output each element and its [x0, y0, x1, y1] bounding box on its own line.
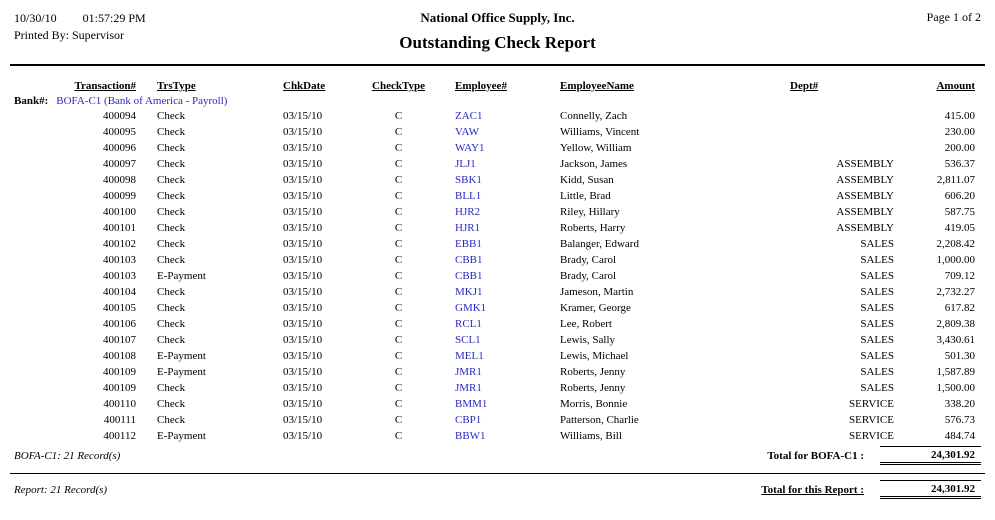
cell-amount: 501.30	[944, 350, 975, 362]
cell-checktype: C	[394, 398, 403, 410]
cell-trstype: Check	[157, 222, 186, 234]
cell-amount: 419.05	[944, 222, 975, 234]
printed-by: Printed By: Supervisor	[14, 28, 124, 42]
cell-trstype: Check	[157, 382, 186, 394]
cell-trstype: E-Payment	[157, 350, 206, 362]
cell-chkdate: 03/15/10	[283, 222, 323, 234]
cell-chkdate: 03/15/10	[283, 318, 323, 330]
cell-checktype: C	[394, 206, 403, 218]
cell-chkdate: 03/15/10	[283, 254, 323, 266]
report-total-amount: 24,301.92	[880, 480, 981, 499]
cell-employee-link[interactable]: BMM1	[455, 398, 488, 410]
table-row	[14, 220, 981, 236]
col-checktype: CheckType	[372, 80, 425, 92]
cell-employee-link[interactable]: EBB1	[455, 238, 482, 250]
cell-amount: 2,809.38	[936, 318, 975, 330]
cell-chkdate: 03/15/10	[283, 206, 323, 218]
cell-employee-name: Little, Brad	[560, 190, 611, 202]
bank-label: Bank#:	[14, 95, 49, 107]
report-title: Outstanding Check Report	[399, 33, 596, 52]
cell-employee-link[interactable]: CBP1	[455, 414, 482, 426]
cell-employee-name: Connelly, Zach	[560, 110, 628, 122]
cell-employee-name: Kidd, Susan	[560, 174, 614, 186]
cell-amount: 338.20	[944, 398, 975, 410]
cell-amount: 576.73	[944, 414, 975, 426]
cell-dept: ASSEMBLY	[836, 206, 894, 218]
cell-transaction: 400094	[103, 110, 136, 122]
cell-employee-name: Roberts, Jenny	[560, 382, 626, 394]
cell-employee-link[interactable]: HJR2	[455, 206, 481, 218]
cell-trstype: Check	[157, 318, 186, 330]
cell-trstype: Check	[157, 238, 186, 250]
cell-dept: SERVICE	[849, 430, 894, 442]
cell-transaction: 400108	[103, 350, 136, 362]
cell-employee-link[interactable]: CBB1	[455, 270, 483, 282]
cell-employee-link[interactable]: VAW	[455, 126, 479, 138]
cell-employee-name: Balanger, Edward	[560, 238, 639, 250]
report-record-count: Report: 21 Record(s)	[14, 483, 108, 496]
cell-trstype: Check	[157, 158, 186, 170]
cell-employee-name: Lee, Robert	[560, 318, 612, 330]
table-row	[14, 156, 981, 172]
table-row	[14, 140, 981, 156]
cell-trstype: Check	[157, 254, 186, 266]
bank-link[interactable]: BOFA-C1 (Bank of America - Payroll)	[56, 95, 228, 107]
cell-amount: 617.82	[944, 302, 975, 314]
cell-transaction: 400098	[103, 174, 136, 186]
header-divider	[10, 64, 985, 66]
cell-transaction: 400101	[103, 222, 136, 234]
table-row	[14, 348, 981, 364]
print-date: 10/30/10	[14, 11, 57, 25]
cell-checktype: C	[394, 270, 403, 282]
cell-employee-link[interactable]: BLL1	[455, 190, 482, 202]
table-row	[14, 364, 981, 380]
cell-employee-link[interactable]: MKJ1	[455, 286, 483, 298]
cell-employee-name: Brady, Carol	[560, 254, 617, 266]
cell-amount: 484.74	[944, 430, 975, 442]
bank-total-row	[14, 446, 981, 465]
table-row	[14, 284, 981, 300]
cell-trstype: Check	[157, 142, 186, 154]
table-row	[14, 252, 981, 268]
table-row	[14, 236, 981, 252]
cell-chkdate: 03/15/10	[283, 430, 323, 442]
cell-chkdate: 03/15/10	[283, 190, 323, 202]
table-row	[14, 268, 981, 284]
cell-transaction: 400099	[103, 190, 136, 202]
cell-dept: SALES	[860, 254, 894, 266]
col-employee-name: EmployeeName	[560, 80, 634, 92]
cell-transaction: 400097	[103, 158, 136, 170]
cell-dept: SALES	[860, 366, 894, 378]
table-row	[14, 204, 981, 220]
cell-checktype: C	[394, 318, 403, 330]
cell-trstype: E-Payment	[157, 270, 206, 282]
cell-checktype: C	[394, 254, 403, 266]
cell-dept: SERVICE	[849, 414, 894, 426]
cell-chkdate: 03/15/10	[283, 286, 323, 298]
cell-trstype: Check	[157, 174, 186, 186]
cell-checktype: C	[394, 110, 403, 122]
table-row	[14, 396, 981, 412]
cell-checktype: C	[394, 350, 403, 362]
cell-trstype: Check	[157, 190, 186, 202]
col-amount: Amount	[936, 80, 975, 92]
cell-chkdate: 03/15/10	[283, 398, 323, 410]
col-trstype: TrsType	[157, 80, 196, 92]
cell-trstype: E-Payment	[157, 430, 206, 442]
cell-checktype: C	[394, 302, 403, 314]
cell-transaction: 400109	[103, 366, 136, 378]
cell-dept: SERVICE	[849, 398, 894, 410]
table-row	[14, 412, 981, 428]
cell-transaction: 400096	[103, 142, 136, 154]
cell-amount: 1,587.89	[936, 366, 975, 378]
cell-employee-link[interactable]: GMK1	[455, 302, 487, 314]
cell-employee-link[interactable]: WAY1	[455, 142, 485, 154]
cell-chkdate: 03/15/10	[283, 334, 323, 346]
cell-trstype: Check	[157, 302, 186, 314]
cell-employee-link[interactable]: ZAC1	[455, 110, 483, 122]
cell-employee-link[interactable]: JLJ1	[455, 158, 476, 170]
cell-amount: 230.00	[944, 126, 975, 138]
cell-employee-link[interactable]: HJR1	[455, 222, 481, 234]
cell-employee-link[interactable]: SBK1	[455, 174, 482, 186]
cell-checktype: C	[394, 222, 403, 234]
check-table-body	[14, 108, 981, 444]
cell-dept	[766, 124, 896, 140]
cell-employee-name: Riley, Hillary	[560, 206, 620, 218]
report-total-row	[14, 480, 981, 499]
cell-trstype: Check	[157, 206, 186, 218]
check-table	[14, 70, 981, 444]
cell-dept: SALES	[860, 302, 894, 314]
report-divider	[10, 473, 985, 474]
cell-employee-name: Morris, Bonnie	[560, 398, 628, 410]
cell-dept: ASSEMBLY	[836, 190, 894, 202]
report-total-label: Total for this Report :	[761, 483, 864, 496]
cell-trstype: Check	[157, 398, 186, 410]
cell-dept: SALES	[860, 318, 894, 330]
print-time: 01:57:29 PM	[82, 11, 146, 25]
table-row	[14, 124, 981, 140]
column-header-row	[14, 70, 981, 92]
cell-chkdate: 03/15/10	[283, 350, 323, 362]
cell-employee-name: Jameson, Martin	[560, 286, 634, 298]
cell-transaction: 400112	[103, 430, 136, 442]
cell-checktype: C	[394, 190, 403, 202]
cell-checktype: C	[394, 158, 403, 170]
table-row	[14, 332, 981, 348]
cell-amount: 2,208.42	[936, 238, 975, 250]
cell-chkdate: 03/15/10	[283, 142, 323, 154]
cell-checktype: C	[394, 430, 403, 442]
cell-amount: 415.00	[944, 110, 975, 122]
bank-row	[14, 92, 981, 108]
cell-chkdate: 03/15/10	[283, 126, 323, 138]
cell-employee-name: Patterson, Charlie	[560, 414, 639, 426]
report-header	[14, 10, 981, 53]
cell-employee-name: Lewis, Michael	[560, 350, 629, 362]
cell-transaction: 400100	[103, 206, 136, 218]
cell-checktype: C	[394, 414, 403, 426]
cell-checktype: C	[394, 174, 403, 186]
cell-employee-link[interactable]: RCL1	[455, 318, 482, 330]
cell-trstype: Check	[157, 334, 186, 346]
cell-transaction: 400106	[103, 318, 136, 330]
cell-chkdate: 03/15/10	[283, 414, 323, 426]
cell-checktype: C	[394, 238, 403, 250]
cell-employee-name: Brady, Carol	[560, 270, 617, 282]
cell-transaction: 400102	[103, 238, 136, 250]
cell-amount: 587.75	[944, 206, 975, 218]
col-dept: Dept#	[790, 80, 819, 92]
cell-amount: 1,000.00	[936, 254, 975, 266]
table-row	[14, 172, 981, 188]
cell-employee-link[interactable]: SCL1	[455, 334, 481, 346]
cell-employee-link[interactable]: MEL1	[455, 350, 484, 362]
table-row	[14, 380, 981, 396]
table-row	[14, 108, 981, 124]
cell-transaction: 400111	[103, 414, 136, 426]
cell-trstype: Check	[157, 110, 186, 122]
cell-dept	[766, 140, 896, 156]
cell-checktype: C	[394, 142, 403, 154]
cell-employee-link[interactable]: BBW1	[455, 430, 486, 442]
cell-transaction: 400095	[103, 126, 136, 138]
cell-chkdate: 03/15/10	[283, 270, 323, 282]
cell-employee-link[interactable]: JMR1	[455, 382, 482, 394]
cell-dept: ASSEMBLY	[836, 222, 894, 234]
company-name: National Office Supply, Inc.	[420, 10, 575, 25]
cell-dept	[766, 108, 896, 124]
cell-trstype: Check	[157, 126, 186, 138]
print-datetime	[14, 10, 399, 27]
cell-trstype: Check	[157, 286, 186, 298]
table-row	[14, 428, 981, 444]
cell-dept: ASSEMBLY	[836, 158, 894, 170]
cell-dept: SALES	[860, 286, 894, 298]
cell-transaction: 400103	[103, 270, 136, 282]
cell-chkdate: 03/15/10	[283, 366, 323, 378]
table-row	[14, 300, 981, 316]
cell-transaction: 400104	[103, 286, 136, 298]
cell-trstype: Check	[157, 414, 186, 426]
cell-amount: 536.37	[944, 158, 975, 170]
cell-employee-name: Roberts, Harry	[560, 222, 626, 234]
cell-chkdate: 03/15/10	[283, 158, 323, 170]
cell-transaction: 400105	[103, 302, 136, 314]
cell-employee-name: Yellow, William	[560, 142, 632, 154]
col-chkdate: ChkDate	[283, 80, 326, 92]
cell-dept: ASSEMBLY	[836, 174, 894, 186]
cell-employee-name: Williams, Bill	[560, 430, 622, 442]
cell-chkdate: 03/15/10	[283, 382, 323, 394]
cell-checktype: C	[394, 382, 403, 394]
cell-amount: 606.20	[944, 190, 975, 202]
cell-employee-link[interactable]: JMR1	[455, 366, 482, 378]
cell-chkdate: 03/15/10	[283, 110, 323, 122]
cell-chkdate: 03/15/10	[283, 238, 323, 250]
cell-amount: 1,500.00	[936, 382, 975, 394]
cell-transaction: 400107	[103, 334, 136, 346]
table-row	[14, 188, 981, 204]
col-transaction: Transaction#	[74, 80, 136, 92]
col-employee-number: Employee#	[455, 80, 507, 92]
cell-employee-name: Roberts, Jenny	[560, 366, 626, 378]
cell-employee-name: Jackson, James	[560, 158, 628, 170]
cell-trstype: E-Payment	[157, 366, 206, 378]
cell-amount: 2,732.27	[936, 286, 975, 298]
bank-total-amount: 24,301.92	[880, 446, 981, 465]
cell-chkdate: 03/15/10	[283, 174, 323, 186]
cell-checktype: C	[394, 286, 403, 298]
cell-employee-link[interactable]: CBB1	[455, 254, 483, 266]
table-row	[14, 316, 981, 332]
cell-employee-name: Williams, Vincent	[560, 126, 640, 138]
cell-transaction: 400103	[103, 254, 136, 266]
bank-total-label: Total for BOFA-C1 :	[767, 449, 864, 462]
bank-record-count: BOFA-C1: 21 Record(s)	[14, 449, 121, 462]
cell-amount: 709.12	[944, 270, 975, 282]
cell-employee-name: Lewis, Sally	[560, 334, 615, 346]
cell-dept: SALES	[860, 334, 894, 346]
cell-dept: SALES	[860, 382, 894, 394]
cell-transaction: 400109	[103, 382, 136, 394]
cell-checktype: C	[394, 366, 403, 378]
cell-amount: 3,430.61	[936, 334, 975, 346]
cell-transaction: 400110	[103, 398, 136, 410]
cell-checktype: C	[394, 334, 403, 346]
cell-dept: SALES	[860, 238, 894, 250]
cell-amount: 2,811.07	[936, 174, 975, 186]
cell-chkdate: 03/15/10	[283, 302, 323, 314]
cell-employee-name: Kramer, George	[560, 302, 631, 314]
cell-amount: 200.00	[944, 142, 975, 154]
page-indicator: Page 1 of 2	[926, 10, 981, 24]
cell-checktype: C	[394, 126, 403, 138]
cell-dept: SALES	[860, 350, 894, 362]
header-center	[399, 10, 595, 53]
header-left	[14, 10, 399, 44]
cell-dept: SALES	[860, 270, 894, 282]
